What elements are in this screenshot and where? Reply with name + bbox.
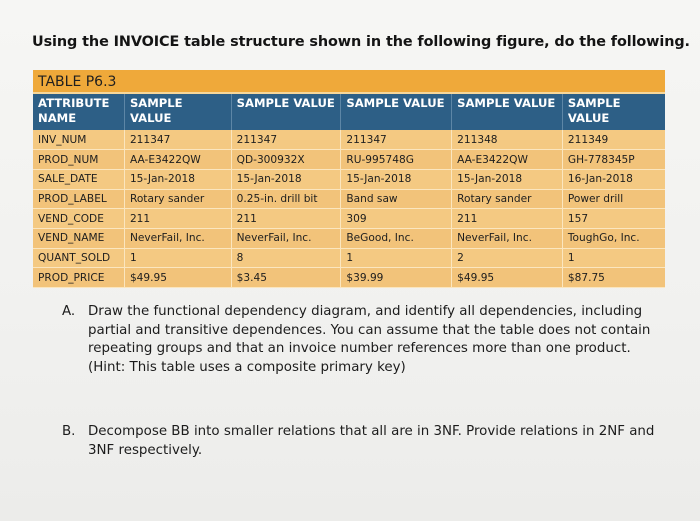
sample-value-cell: Rotary sander bbox=[452, 189, 563, 209]
sample-value-cell: 15-Jan-2018 bbox=[452, 169, 563, 189]
attribute-name-cell: PROD_NUM bbox=[33, 150, 124, 170]
sample-value-cell: 15-Jan-2018 bbox=[231, 169, 341, 189]
table-row bbox=[33, 130, 665, 150]
sample-value-cell: RU-995748G bbox=[341, 150, 452, 170]
sample-value-cell: Power drill bbox=[562, 189, 665, 209]
sample-value-cell: 211347 bbox=[341, 130, 452, 150]
sample-value-cell: NeverFail, Inc. bbox=[231, 228, 341, 248]
sample-value-cell: 211349 bbox=[562, 130, 665, 150]
sample-value-cell: 8 bbox=[231, 248, 341, 268]
attribute-name-cell: VEND_NAME bbox=[33, 228, 124, 248]
sample-value-cell: 15-Jan-2018 bbox=[124, 169, 231, 189]
sample-value-cell: 211 bbox=[452, 209, 563, 229]
sample-value-cell: 211347 bbox=[124, 130, 231, 150]
table-row bbox=[33, 228, 665, 248]
table-row bbox=[33, 209, 665, 229]
sample-value-cell: ToughGo, Inc. bbox=[562, 228, 665, 248]
table-row bbox=[33, 248, 665, 268]
invoice-table-figure bbox=[33, 70, 665, 288]
question-b-label: B. bbox=[62, 424, 76, 439]
attribute-name-cell: PROD_PRICE bbox=[33, 268, 124, 288]
sample-value-cell: 1 bbox=[124, 248, 231, 268]
attribute-name-cell: PROD_LABEL bbox=[33, 189, 124, 209]
attribute-name-cell: SALE_DATE bbox=[33, 169, 124, 189]
question-a-text: Draw the functional dependency diagram, and identify all dependencies, including partial and transitive dependences. You can assume that the table does not contain repeating groups and that an invoice number references more than one product. (Hint: This table uses a composite primary key) bbox=[88, 304, 651, 375]
sample-value-cell: 2 bbox=[452, 248, 563, 268]
column-header: SAMPLE VALUE bbox=[231, 94, 341, 130]
table-row bbox=[33, 189, 665, 209]
sample-value-cell: QD-300932X bbox=[231, 150, 341, 170]
column-header: SAMPLE VALUE bbox=[341, 94, 452, 130]
sample-value-cell: $39.99 bbox=[341, 268, 452, 288]
sample-value-cell: AA-E3422QW bbox=[452, 150, 563, 170]
sample-value-cell: 309 bbox=[341, 209, 452, 229]
question-b bbox=[62, 423, 662, 460]
sample-value-cell: 1 bbox=[341, 248, 452, 268]
column-header: ATTRIBUTE NAME bbox=[33, 94, 124, 130]
sample-value-cell: $3.45 bbox=[231, 268, 341, 288]
sample-value-cell: GH-778345P bbox=[562, 150, 665, 170]
sample-value-cell: $49.95 bbox=[452, 268, 563, 288]
sample-value-cell: 211 bbox=[231, 209, 341, 229]
column-header: SAMPLE VALUE bbox=[452, 94, 563, 130]
sample-value-cell: $87.75 bbox=[562, 268, 665, 288]
sample-value-cell: 211348 bbox=[452, 130, 563, 150]
sample-value-cell: Band saw bbox=[341, 189, 452, 209]
sample-value-cell: 211 bbox=[124, 209, 231, 229]
sample-value-cell: 157 bbox=[562, 209, 665, 229]
invoice-table bbox=[33, 94, 665, 288]
sample-value-cell: AA-E3422QW bbox=[124, 150, 231, 170]
sample-value-cell: NeverFail, Inc. bbox=[452, 228, 563, 248]
question-list bbox=[62, 303, 662, 460]
sample-value-cell: 15-Jan-2018 bbox=[341, 169, 452, 189]
sample-value-cell: BeGood, Inc. bbox=[341, 228, 452, 248]
question-a-label: A. bbox=[62, 304, 76, 319]
table-row bbox=[33, 268, 665, 288]
sample-value-cell: 16-Jan-2018 bbox=[562, 169, 665, 189]
attribute-name-cell: INV_NUM bbox=[33, 130, 124, 150]
table-row bbox=[33, 169, 665, 189]
page-heading: Using the INVOICE table structure shown in the following figure, do the following. bbox=[32, 34, 690, 50]
column-header: SAMPLE VALUE bbox=[562, 94, 665, 130]
sample-value-cell: 1 bbox=[562, 248, 665, 268]
table-title: TABLE P6.3 bbox=[33, 70, 665, 94]
question-b-text: Decompose BB into smaller relations that all are in 3NF. Provide relations in 2NF and 3NF respectively. bbox=[88, 424, 655, 458]
sample-value-cell: NeverFail, Inc. bbox=[124, 228, 231, 248]
sample-value-cell: Rotary sander bbox=[124, 189, 231, 209]
table-row bbox=[33, 150, 665, 170]
sample-value-cell: 211347 bbox=[231, 130, 341, 150]
attribute-name-cell: QUANT_SOLD bbox=[33, 248, 124, 268]
sample-value-cell: 0.25-in. drill bit bbox=[231, 189, 341, 209]
table-header-row bbox=[33, 94, 665, 130]
question-a bbox=[62, 303, 662, 377]
attribute-name-cell: VEND_CODE bbox=[33, 209, 124, 229]
column-header: SAMPLE VALUE bbox=[124, 94, 231, 130]
sample-value-cell: $49.95 bbox=[124, 268, 231, 288]
